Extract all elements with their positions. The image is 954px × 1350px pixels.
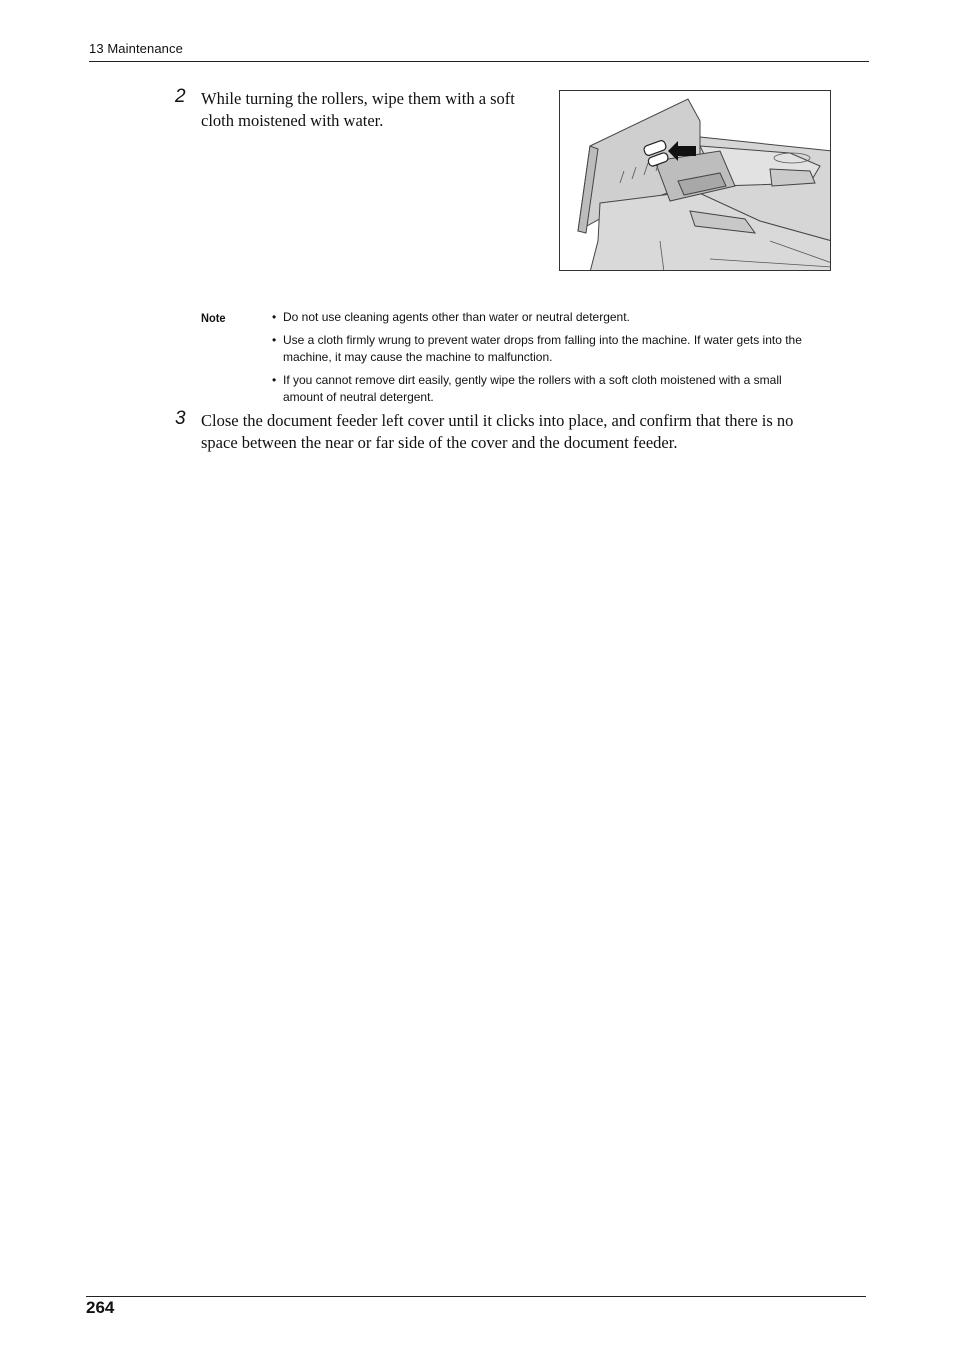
bullet-icon: •: [272, 373, 277, 387]
step-3-line-1: Close the document feeder left cover until it clicks into place, and confirm that there is no: [201, 411, 794, 430]
step-2-text: [201, 88, 551, 132]
note-item: [272, 309, 862, 326]
header-divider: [89, 61, 869, 62]
page-number: 264: [86, 1298, 115, 1317]
step-3-line-2: space between the near or far side of the cover and the document feeder.: [201, 433, 678, 452]
step-3-text: [201, 410, 871, 454]
document-feeder-roller-illustration-icon: [560, 91, 831, 271]
footer-divider: [86, 1296, 866, 1297]
note-item: [272, 372, 862, 406]
note-item-line: Do not use cleaning agents other than water or neutral detergent.: [283, 310, 630, 324]
step-2-number: 2: [175, 86, 186, 107]
note-item-line: If you cannot remove dirt easily, gently wipe the rollers with a soft cloth moistened with a small: [283, 373, 782, 387]
step-2-line-1: While turning the rollers, wipe them with a soft: [201, 89, 515, 108]
bullet-icon: •: [272, 310, 277, 324]
note-item-line: amount of neutral detergent.: [283, 390, 434, 404]
note-list: [272, 309, 862, 412]
step-3-number: 3: [175, 408, 186, 429]
note-item-line: machine, it may cause the machine to malfunction.: [283, 350, 553, 364]
step-2-line-2: cloth moistened with water.: [201, 111, 384, 130]
note-item-line: Use a cloth firmly wrung to prevent water drops from falling into the machine. If water gets into the: [283, 333, 802, 347]
bullet-icon: •: [272, 333, 277, 347]
note-label: Note: [201, 311, 226, 325]
running-header: 13 Maintenance: [89, 41, 183, 56]
roller-cleaning-illustration: [559, 90, 831, 271]
note-item: [272, 332, 862, 366]
